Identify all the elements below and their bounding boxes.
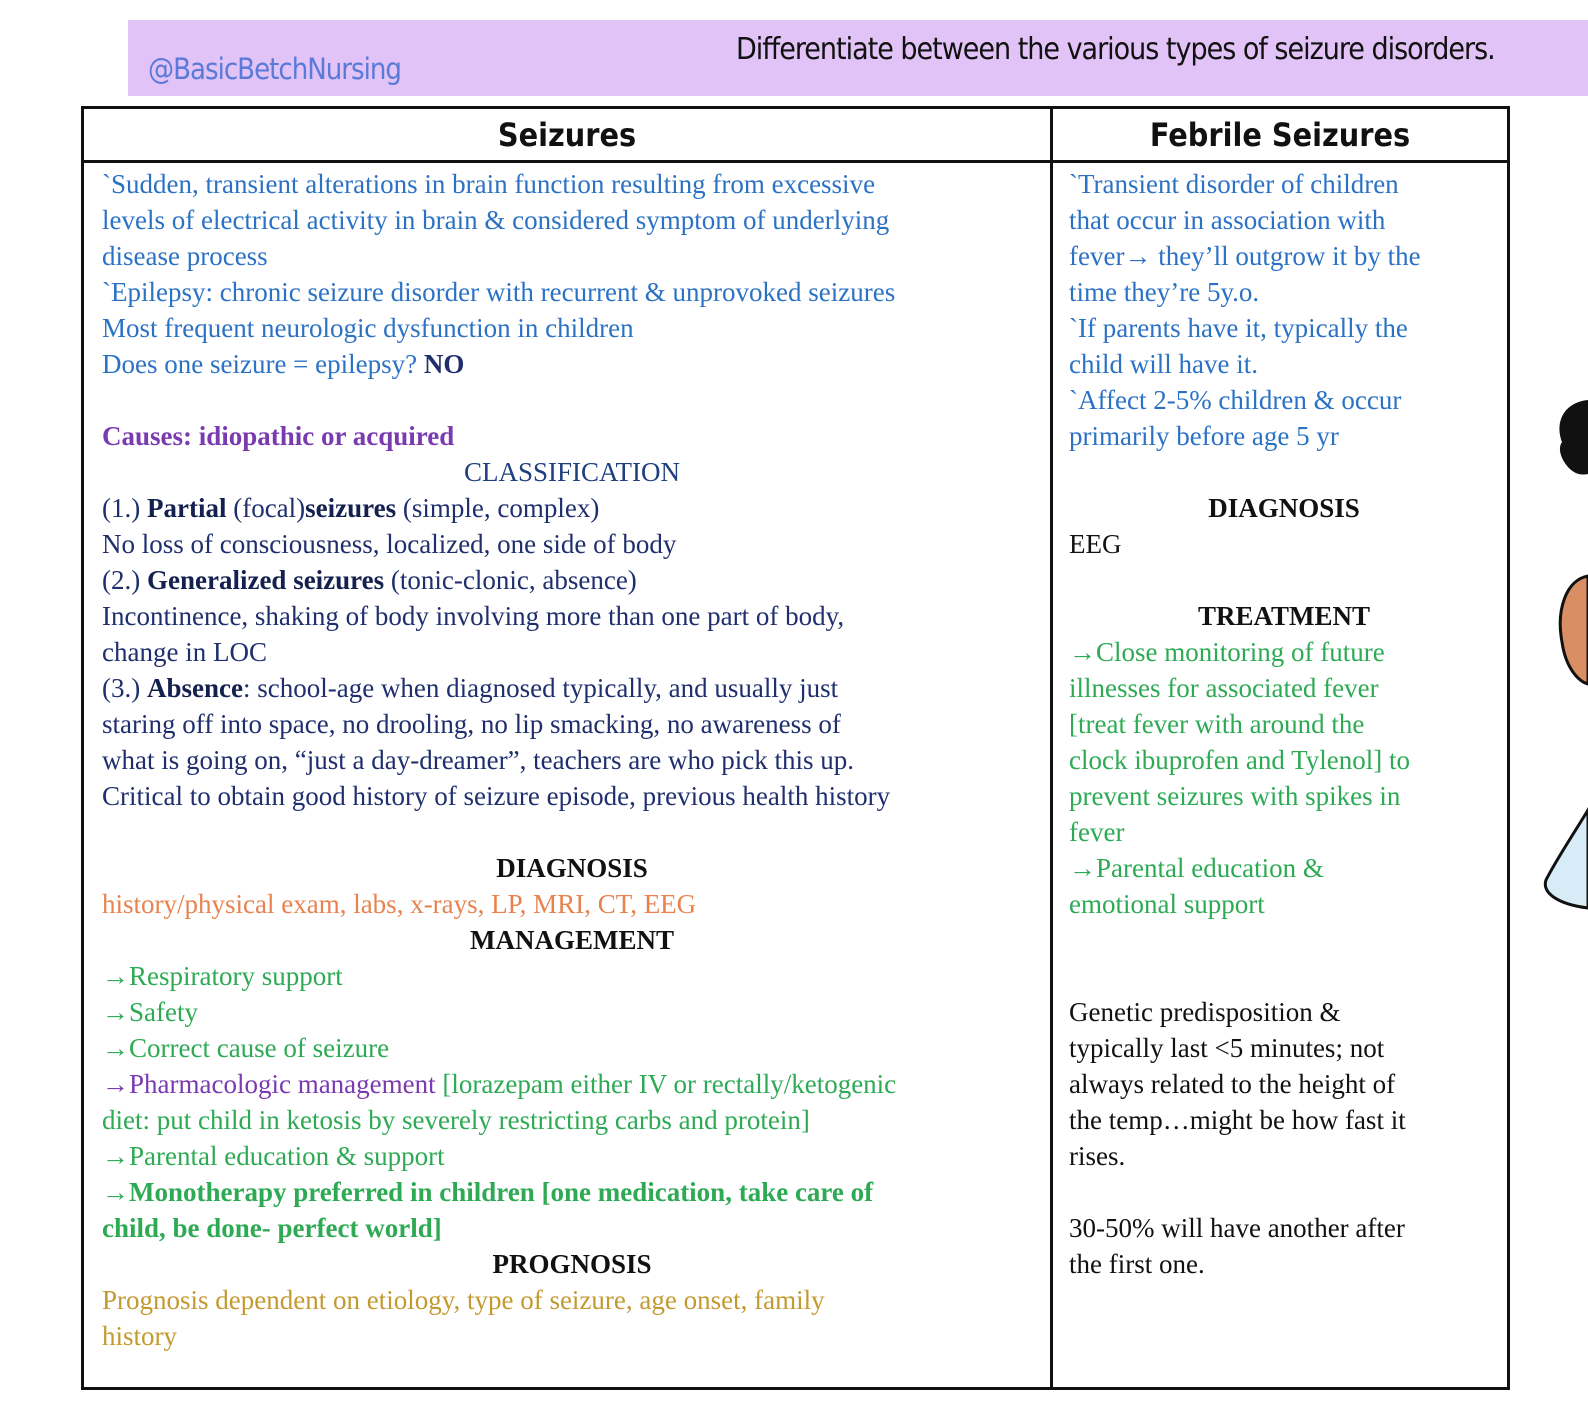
management-item: →Monotherapy preferred in children [one medication, take care of — [102, 1177, 874, 1207]
comparison-table — [81, 106, 1510, 1390]
classification-heading: CLASSIFICATION — [463, 457, 681, 487]
treatment-item: illnesses for associated fever — [1069, 673, 1379, 703]
prevalence-line: `Affect 2-5% children & occur — [1069, 385, 1402, 415]
diagnosis-heading: DIAGNOSIS — [1208, 493, 1360, 523]
answer-no: NO — [423, 349, 465, 379]
partial-seizures-line: (1.) Partial (focal)seizures (simple, complex) — [102, 493, 600, 523]
management-item: →Correct cause of seizure — [102, 1033, 390, 1063]
definition-line: time they’re 5y.o. — [1069, 277, 1260, 307]
spacer — [1069, 958, 1499, 994]
genetics-note: rises. — [1069, 1141, 1126, 1171]
diagnosis-text: EEG — [1069, 529, 1122, 559]
arm-shape — [1560, 576, 1588, 684]
treatment-item: [treat fever with around the — [1069, 709, 1365, 739]
clothing-shape — [1545, 810, 1588, 908]
spacer — [1069, 454, 1499, 490]
spacer — [1069, 922, 1499, 958]
spacer — [102, 382, 1042, 418]
genetics-note: always related to the height of — [1069, 1069, 1396, 1099]
author-handle: @BasicBetchNursing — [148, 52, 401, 86]
management-item: child, be done- perfect world] — [102, 1213, 442, 1243]
absence-seizures-description: staring off into space, no drooling, no lip smacking, no awareness of — [102, 709, 841, 739]
treatment-heading: TREATMENT — [1197, 601, 1371, 631]
treatment-item: clock ibuprofen and Tylenol] to — [1069, 745, 1411, 775]
absence-seizures-description: what is going on, “just a day-dreamer”, teachers are who pick this up. — [102, 745, 855, 775]
management-item: →Respiratory support — [102, 961, 343, 991]
column-divider — [1050, 109, 1053, 1387]
spacer — [1069, 562, 1499, 598]
generalized-seizures-description: Incontinence, shaking of body involving more than one part of body, — [102, 601, 845, 631]
causes-line: Causes: idiopathic or acquired — [102, 421, 455, 451]
generalized-seizures-description: change in LOC — [102, 637, 267, 667]
febrile-seizures-column — [1069, 166, 1499, 1282]
diagnosis-heading: DIAGNOSIS — [496, 853, 648, 883]
prognosis-text: history — [102, 1321, 178, 1351]
management-heading: MANAGEMENT — [470, 925, 674, 955]
definition-line: disease process — [102, 241, 268, 271]
spacer — [102, 814, 1042, 850]
recurrence-note: 30-50% will have another after — [1069, 1213, 1405, 1243]
column-header-seizures: Seizures — [497, 116, 637, 154]
management-item: diet: put child in ketosis by severely restricting carbs and protein] — [102, 1105, 810, 1135]
genetics-note: the temp…might be how fast it — [1069, 1105, 1406, 1135]
definition-line: fever→ they’ll outgrow it by the — [1069, 241, 1421, 271]
epilepsy-question: Does one seizure = epilepsy? NO — [102, 349, 465, 379]
hair-shape — [1560, 400, 1588, 475]
definition-line: `Sudden, transient alterations in brain function resulting from excessive — [102, 169, 876, 199]
diagnosis-text: history/physical exam, labs, x-rays, LP, MRI, CT, EEG — [102, 889, 697, 919]
prognosis-text: Prognosis dependent on etiology, type of seizure, age onset, family — [102, 1285, 825, 1315]
page-title: Differentiate between the various types of seizure disorders. — [736, 32, 1495, 67]
heredity-line: `If parents have it, typically the — [1069, 313, 1408, 343]
header-divider — [84, 160, 1507, 163]
definition-line: `Transient disorder of children — [1069, 169, 1399, 199]
treatment-item: →Close monitoring of future — [1069, 637, 1385, 667]
cartoon-illustration-edge — [1536, 380, 1588, 940]
frequency-note: Most frequent neurologic dysfunction in children — [102, 313, 634, 343]
management-item: →Safety — [102, 997, 198, 1027]
column-header-febrile-seizures: Febrile Seizures — [1149, 116, 1411, 154]
absence-seizures-line: (3.) Absence: school-age when diagnosed typically, and usually just — [102, 673, 839, 703]
seizures-column — [102, 166, 1042, 1354]
treatment-item: →Parental education & — [1069, 853, 1324, 883]
treatment-item: prevent seizures with spikes in — [1069, 781, 1401, 811]
genetics-note: typically last <5 minutes; not — [1069, 1033, 1385, 1063]
epilepsy-definition: `Epilepsy: chronic seizure disorder with recurrent & unprovoked seizures — [102, 277, 896, 307]
partial-seizures-description: No loss of consciousness, localized, one side of body — [102, 529, 677, 559]
management-item: →Pharmacologic management [lorazepam either IV or rectally/ketogenic — [102, 1069, 897, 1099]
management-item: →Parental education & support — [102, 1141, 445, 1171]
prognosis-heading: PROGNOSIS — [492, 1249, 652, 1279]
history-note: Critical to obtain good history of seizure episode, previous health history — [102, 781, 891, 811]
generalized-seizures-line: (2.) Generalized seizures (tonic-clonic, absence) — [102, 565, 637, 595]
spacer — [1069, 1174, 1499, 1210]
definition-line: that occur in association with — [1069, 205, 1386, 235]
definition-line: levels of electrical activity in brain & considered symptom of underlying — [102, 205, 890, 235]
prevalence-line: primarily before age 5 yr — [1069, 421, 1339, 451]
header-banner — [128, 20, 1588, 96]
treatment-item: emotional support — [1069, 889, 1265, 919]
recurrence-note: the first one. — [1069, 1249, 1205, 1279]
genetics-note: Genetic predisposition & — [1069, 997, 1341, 1027]
treatment-item: fever — [1069, 817, 1125, 847]
heredity-line: child will have it. — [1069, 349, 1258, 379]
